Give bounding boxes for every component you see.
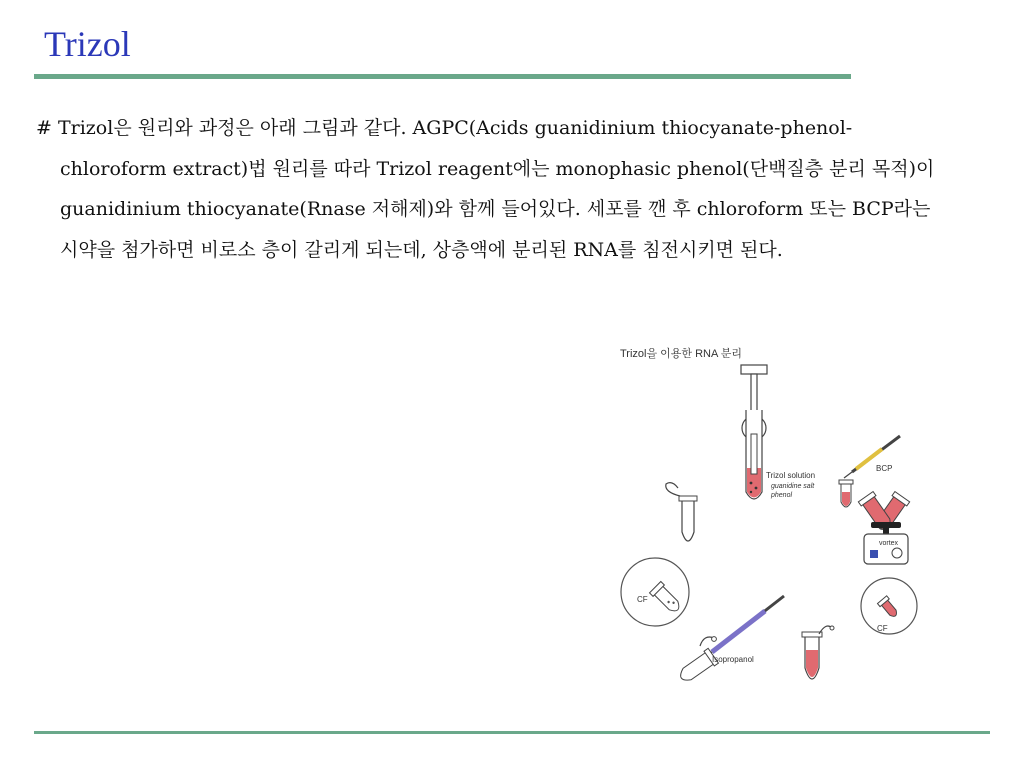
homogenizer-icon	[741, 365, 767, 499]
cf-right-label: CF	[877, 624, 888, 633]
empty-tube-icon	[666, 483, 697, 541]
phenol-label: phenol	[771, 492, 793, 499]
isopropanol-label: Isopropanol	[712, 655, 754, 664]
vortex-label: vortex	[879, 540, 899, 547]
bottom-rule	[34, 731, 990, 734]
guanidine-salt-label: guanidine salt	[771, 483, 815, 490]
body-text-block	[36, 108, 946, 270]
isopropanol-pipette-icon	[700, 596, 784, 662]
sample-tube-icon	[802, 626, 834, 679]
figure-title: Trizol을 이용한 RNA 분리	[620, 348, 743, 360]
bcp-label: BCP	[876, 464, 893, 473]
small-tube-icon	[839, 480, 853, 507]
centrifuge-left-icon	[621, 558, 689, 626]
trizol-procedure-figure	[600, 340, 930, 700]
slide-title: Trizol	[44, 24, 131, 64]
trizol-solution-label: Trizol solution	[766, 471, 816, 480]
centrifuge-right-icon	[861, 578, 917, 634]
body-paragraph: # Trizol은 원리와 과정은 아래 그림과 같다. AGPC(Acids guanidinium thiocyanate-phenol-chloroform extract)법 원리를 따라 Trizol reagent에는 monophasic phenol(단백질층 분리 목적)이 guanidinium thiocyanate(Rnase 저해제)와 함께 들어있다. 세포를 깬 후 chloroform 또는 BCP라는 시약을 첨가하면 비로소 층이 갈리게 되는데, 상층액에 분리된 RNA를 침전시키면 된다.	[36, 117, 935, 261]
cf-left-label: CF	[637, 595, 648, 604]
vortex-tubes-icon	[858, 492, 909, 534]
procedure-diagram	[600, 340, 930, 700]
title-underline	[34, 74, 851, 79]
